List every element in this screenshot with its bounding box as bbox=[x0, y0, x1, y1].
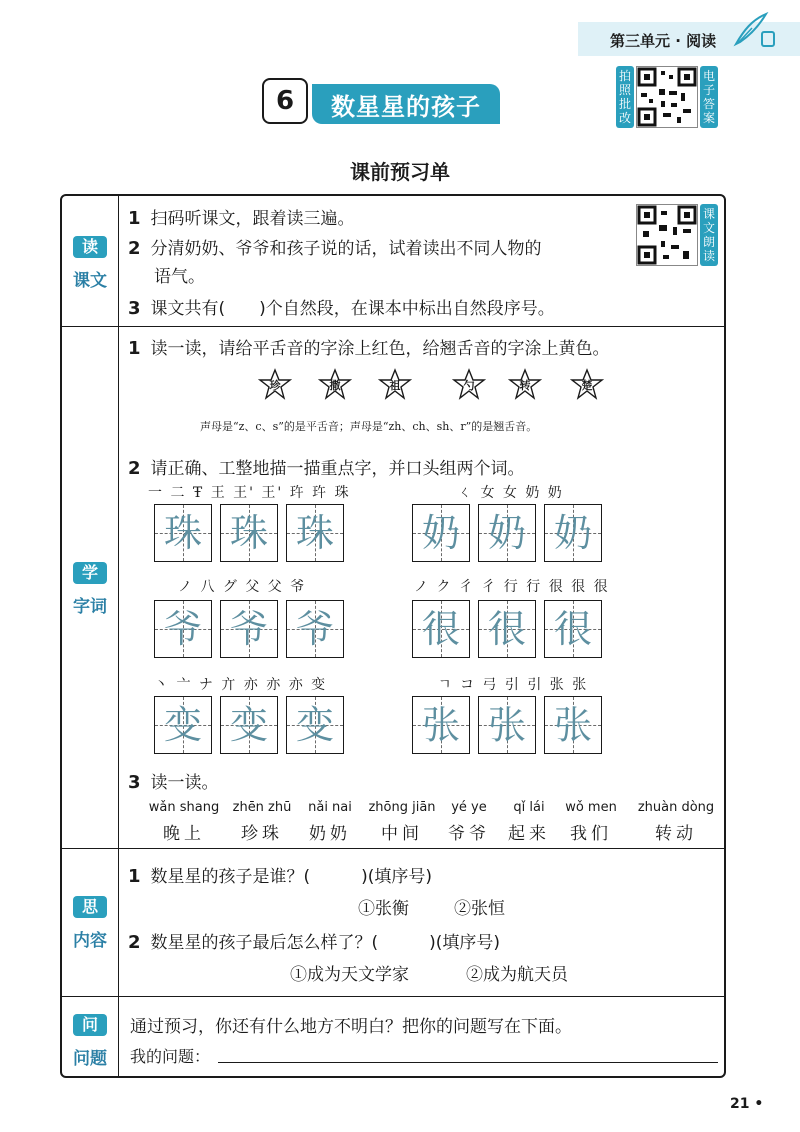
ask-answer-label: 我的问题： bbox=[130, 1047, 211, 1066]
qr-left-label: 拍照批改 bbox=[616, 66, 634, 128]
section-learn-label bbox=[62, 562, 118, 617]
tracing-box[interactable]: 张 bbox=[412, 696, 470, 754]
pinyin-word: wǒ men 我们 bbox=[565, 800, 617, 844]
stroke-order: 一 二 Ŧ 王 王' 王' 玝 玝 珠 bbox=[148, 485, 351, 501]
star-char[interactable]: 楚 bbox=[570, 368, 604, 402]
stroke-order: ㄱ コ 弓 引 引 张 张 bbox=[438, 677, 589, 693]
star-char[interactable]: 撒 bbox=[318, 368, 352, 402]
think-word: 内容 bbox=[73, 931, 107, 951]
pinyin-word: wǎn shang 晚上 bbox=[148, 800, 220, 844]
stroke-order: ノ 八 グ 父 父 爷 bbox=[178, 579, 307, 595]
preview-table bbox=[60, 194, 726, 1078]
think-q2-option-1[interactable]: ①成为天文学家 bbox=[290, 965, 409, 985]
think-badge: 思 bbox=[73, 896, 107, 918]
qr-code-icon[interactable] bbox=[636, 204, 698, 266]
tongue-note: 声母是“z、c、s”的是平舌音；声母是“zh、ch、sh、r”的是翘舌音。 bbox=[200, 420, 538, 433]
tracing-box[interactable]: 变 bbox=[286, 696, 344, 754]
qr-answer-block[interactable] bbox=[616, 66, 728, 128]
tracing-box[interactable]: 珠 bbox=[154, 504, 212, 562]
pinyin-word: yé ye 爷爷 bbox=[448, 800, 490, 844]
qr-code-icon[interactable] bbox=[636, 66, 698, 128]
ask-word: 问题 bbox=[73, 1049, 107, 1069]
column-divider bbox=[118, 196, 119, 1076]
tracing-box[interactable]: 张 bbox=[544, 696, 602, 754]
pinyin-word: zhōng jiān 中间 bbox=[368, 800, 436, 844]
section-think-label bbox=[62, 896, 118, 951]
think-q1-option-2[interactable]: ②张恒 bbox=[454, 899, 505, 919]
read-item-3: 3 课文共有( )个自然段，在课本中标出自然段序号。 bbox=[128, 298, 555, 319]
ask-prompt: 通过预习，你还有什么地方不明白？把你的问题写在下面。 bbox=[130, 1017, 572, 1037]
section-read-label bbox=[62, 236, 118, 291]
answer-line[interactable] bbox=[218, 1062, 718, 1063]
tracing-box[interactable]: 很 bbox=[544, 600, 602, 658]
tracing-box[interactable]: 很 bbox=[478, 600, 536, 658]
preview-title: 课前预习单 bbox=[350, 160, 450, 184]
learn-q1: 1 读一读，请给平舌音的字涂上红色，给翘舌音的字涂上黄色。 bbox=[128, 338, 610, 359]
learn-badge: 学 bbox=[73, 562, 107, 584]
tracing-box[interactable]: 珠 bbox=[220, 504, 278, 562]
learn-q3: 3 读一读。 bbox=[128, 772, 219, 793]
think-q2-option-2[interactable]: ②成为航天员 bbox=[466, 965, 568, 985]
tracing-box[interactable]: 珠 bbox=[286, 504, 344, 562]
qr-right-label: 电子答案 bbox=[700, 66, 718, 128]
qr-reading-block[interactable] bbox=[636, 204, 720, 266]
row-divider bbox=[62, 848, 724, 849]
tracing-box[interactable]: 很 bbox=[412, 600, 470, 658]
think-q1: 1 数星星的孩子是谁？( )(填序号) bbox=[128, 866, 433, 887]
tracing-box[interactable]: 爷 bbox=[154, 600, 212, 658]
tracing-box[interactable]: 变 bbox=[220, 696, 278, 754]
section-ask-label bbox=[62, 1014, 118, 1069]
tracing-box[interactable]: 变 bbox=[154, 696, 212, 754]
pinyin-word: zhuàn dòng 转动 bbox=[637, 800, 715, 844]
lesson-title: 数星星的孩子 bbox=[312, 84, 500, 124]
tracing-box[interactable]: 奶 bbox=[412, 504, 470, 562]
read-item-2: 2 分清奶奶、爷爷和孩子说的话，试着读出不同人物的 bbox=[128, 238, 542, 259]
feather-icon bbox=[730, 10, 780, 50]
stroke-order: ノ ク 彳 彳 行 行 很 很 很 bbox=[414, 579, 610, 595]
stroke-order: 丶 亠 ナ 亣 亦 亦 亦 变 bbox=[154, 677, 328, 693]
read-item-2-cont: 语气。 bbox=[154, 267, 205, 287]
page-number: 21 • bbox=[730, 1096, 764, 1112]
tracing-box[interactable]: 张 bbox=[478, 696, 536, 754]
star-char[interactable]: 珍 bbox=[258, 368, 292, 402]
ask-badge: 问 bbox=[73, 1014, 107, 1036]
pinyin-word: nǎi nai 奶奶 bbox=[308, 800, 352, 844]
read-word: 课文 bbox=[73, 271, 107, 291]
read-item-1: 1 扫码听课文，跟着读三遍。 bbox=[128, 208, 355, 229]
stroke-order: ㄑ 女 女 奶 奶 bbox=[458, 485, 564, 501]
tracing-box[interactable]: 爷 bbox=[286, 600, 344, 658]
row-divider bbox=[62, 326, 724, 327]
tracing-box[interactable]: 奶 bbox=[478, 504, 536, 562]
star-char[interactable]: 祖 bbox=[378, 368, 412, 402]
think-q2: 2 数星星的孩子最后怎么样了？( )(填序号) bbox=[128, 932, 501, 953]
unit-label: 第三单元 · 阅读 bbox=[610, 32, 717, 50]
ask-answer-area[interactable] bbox=[130, 996, 720, 1076]
learn-word: 字词 bbox=[73, 597, 107, 617]
star-char[interactable]: 勺 bbox=[452, 368, 486, 402]
read-badge: 读 bbox=[73, 236, 107, 258]
think-q1-option-1[interactable]: ①张衡 bbox=[358, 899, 409, 919]
learn-q2: 2 请正确、工整地描一描重点字，并口头组两个词。 bbox=[128, 458, 525, 479]
pinyin-word: zhēn zhū 珍珠 bbox=[232, 800, 292, 844]
pinyin-word: qǐ lái 起来 bbox=[508, 800, 550, 844]
star-char[interactable]: 转 bbox=[508, 368, 542, 402]
tracing-box[interactable]: 爷 bbox=[220, 600, 278, 658]
lesson-number: 6 bbox=[262, 78, 308, 124]
qr-reading-label: 课文朗读 bbox=[700, 204, 718, 266]
tracing-box[interactable]: 奶 bbox=[544, 504, 602, 562]
